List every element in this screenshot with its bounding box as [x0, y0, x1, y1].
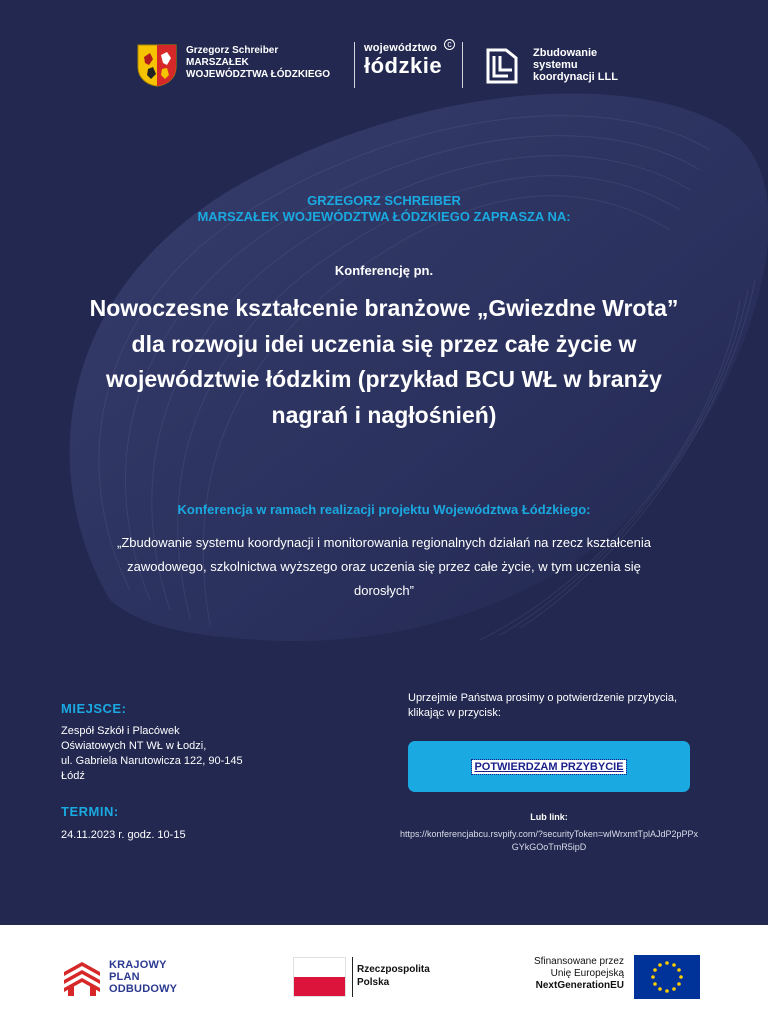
- term-label: TERMIN:: [61, 804, 119, 819]
- kpo-line3: ODBUDOWY: [109, 983, 178, 995]
- lll-system-text: [533, 47, 618, 83]
- eu-flag-icon: [634, 955, 700, 999]
- kpo-line1: KRAJOWY: [109, 959, 167, 971]
- kpo-logo-text: [109, 959, 177, 995]
- header-divider: [462, 42, 463, 88]
- conference-title: Nowoczesne kształcenie branżowe „Gwiezdne Wrota” dla rozwoju idei uczenia się przez całe życie w województwie łódzkim (przykład BCU WŁ w branży nagrań i nagłośnień): [89, 295, 679, 428]
- project-name: „Zbudowanie systemu koordynacji i monitorowania regionalnych działań na rzecz kształcenia zawodowego, szkolnictwa wyższego oraz uczenia się przez całe życie, w tym uczenia się dorosłych”: [117, 535, 651, 598]
- eu-line2: Unię Europejską: [550, 968, 624, 979]
- place-line3: ul. Gabriela Narutowicza 122, 90-145: [61, 755, 243, 767]
- place-address: [61, 724, 311, 784]
- woj-logo-small: województwo: [364, 42, 438, 54]
- rsvp-link[interactable]: https://konferencjabcu.rsvpify.com/?securityToken=wlWrxmtTplAJdP2pPPxGYkGOoTmR5ipD: [399, 829, 699, 852]
- invite-line2: MARSZAŁEK WOJEWÓDZTWA ŁÓDZKIEGO ZAPRASZA NA:: [197, 209, 571, 224]
- voivodeship-crest-icon: [136, 43, 178, 87]
- rp-line1: Rzeczpospolita: [357, 964, 430, 975]
- lll-system-icon: [484, 46, 520, 86]
- wojewodztwo-lodzkie-logo: [364, 39, 452, 78]
- header: [0, 38, 768, 94]
- kpo-logo-icon: [62, 958, 102, 998]
- polish-flag-icon: [293, 957, 346, 997]
- term-value: 24.11.2023 r. godz. 10-15: [61, 829, 186, 841]
- kpo-line2: PLAN: [109, 971, 140, 983]
- eu-line3: NextGenerationEU: [535, 980, 624, 991]
- invitation-heading: [0, 193, 768, 225]
- project-intro: Konferencja w ramach realizacji projektu Województwa Łódzkiego:: [177, 502, 591, 517]
- woj-logo-big: łódzkie: [364, 53, 443, 78]
- marshal-name: Grzegorz Schreiber: [186, 45, 279, 56]
- lll-line1: Zbudowanie: [533, 47, 598, 59]
- confirm-attendance-button[interactable]: [408, 741, 690, 792]
- rsvp-text: Uprzejmie Państwa prosimy o potwierdzenie przybycia, klikając w przycisk:: [408, 692, 677, 719]
- conference-label: Konferencję pn.: [334, 263, 434, 278]
- confirm-attendance-label[interactable]: POTWIERDZAM PRZYBYCIE: [474, 760, 624, 773]
- woj-logo-mark: c: [444, 39, 455, 50]
- marshal-title-line2: WOJEWÓDZTWA ŁÓDZKIEGO: [186, 69, 331, 80]
- eu-line1: Sfinansowane przez: [533, 956, 624, 967]
- or-link-label: Lub link:: [530, 812, 568, 822]
- place-label: MIEJSCE:: [61, 701, 127, 716]
- rp-line2: Polska: [357, 977, 390, 988]
- invite-line1: GRZEGORZ SCHREIBER: [307, 193, 461, 208]
- rp-divider: [352, 957, 353, 997]
- marshal-signature: [186, 45, 330, 81]
- place-line2: Oświatowych NT WŁ w Łodzi,: [61, 740, 207, 752]
- marshal-title-line1: MARSZAŁEK: [186, 57, 249, 68]
- header-divider: [354, 42, 355, 88]
- lll-line2: systemu: [533, 59, 578, 71]
- lll-line3: koordynacji LLL: [533, 71, 618, 83]
- place-line1: Zespół Szkół i Placówek: [61, 725, 180, 737]
- eu-funding-text: [484, 956, 624, 992]
- place-line4: Łódź: [61, 770, 85, 782]
- footer-logos: [0, 925, 768, 1024]
- rp-logo-text: [357, 963, 430, 989]
